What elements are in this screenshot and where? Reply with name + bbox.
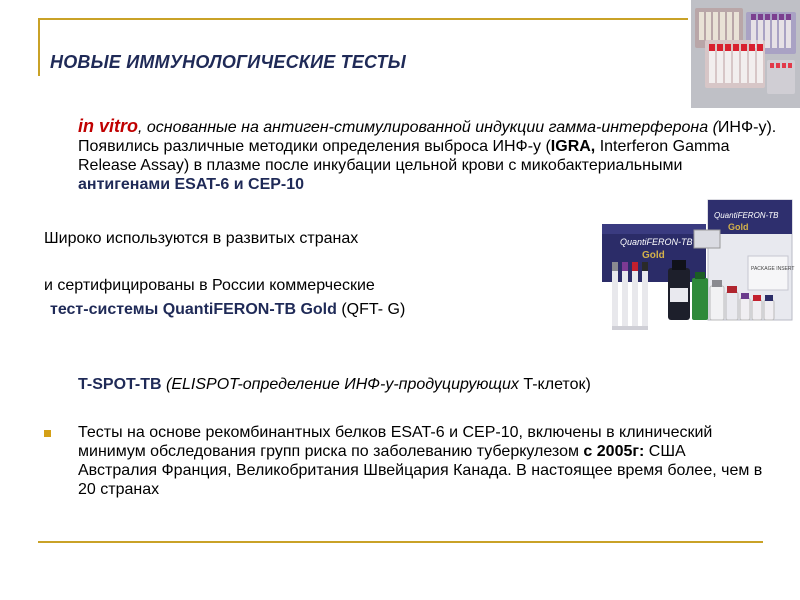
kit-illustration bbox=[598, 196, 798, 346]
tspot-label: T-SPOT-TB bbox=[78, 376, 162, 393]
bullet-year: с 2005г: bbox=[583, 443, 645, 460]
qft-suffix: (QFT- G) bbox=[336, 301, 406, 318]
italic-part: , основанные на антиген-стимулированной индукции гамма-интерферона ( bbox=[138, 119, 718, 136]
frame-left-rule bbox=[38, 18, 40, 76]
bullet-square-icon bbox=[44, 430, 51, 437]
line-widely-used: Широко используются в развитых странах bbox=[44, 230, 359, 247]
quantiferon-label: тест-системы QuantiFERON-TB Gold bbox=[50, 301, 337, 318]
quantiferon-kit-photo bbox=[598, 196, 798, 346]
line-test-systems bbox=[50, 301, 405, 319]
tspot-middle: (ELISPOT-определение ИНФ-у-продуцирующих bbox=[161, 376, 524, 393]
tube-racks-photo bbox=[691, 0, 800, 108]
bullet-countries bbox=[78, 423, 768, 499]
tube-racks-illustration bbox=[691, 0, 800, 108]
line-certified: и сертифицированы в России коммерческие bbox=[44, 277, 375, 294]
in-vitro-lead: in vitro bbox=[78, 116, 139, 136]
bottom-rule bbox=[38, 541, 763, 543]
bullet-part-1: Тесты на основе рекомбинантных белков ESAT-6 и CEP-10, включены в клинический минимум обследования групп риска по заболеванию туберкулезом bbox=[78, 424, 713, 460]
tspot-suffix: T-клеток) bbox=[523, 376, 591, 393]
slide-title: НОВЫЕ ИММУНОЛОГИЧЕСКИЕ ТЕСТЫ bbox=[50, 52, 406, 72]
box2-sub-text: Gold bbox=[728, 222, 749, 232]
insert-text: PACKAGE INSERT bbox=[751, 266, 795, 272]
para-part-2: Interferon Gamma Release Assay) в плазме после инкубации цельной крови с микобактериальными bbox=[78, 138, 730, 174]
frame-top-rule bbox=[38, 18, 688, 20]
igra-term: IGRA, bbox=[550, 138, 596, 155]
line-tspot bbox=[78, 376, 591, 394]
box2-brand-text: QuantiFERON-TB bbox=[714, 211, 779, 220]
box-brand-text: QuantiFERON-TB bbox=[620, 237, 693, 247]
bullet-part-2: США Австралия Франция, Великобритания Швейцария Канада. В настоящее время более, чем в 20 странах bbox=[78, 443, 763, 498]
box-sub-text: Gold bbox=[642, 250, 665, 261]
para-part-1: ИНФ-у). Появились различные методики определения выброса ИНФ-у ( bbox=[78, 119, 777, 155]
antigens-term: антигенами ESAT-6 и CEP-10 bbox=[78, 176, 305, 193]
intro-paragraph bbox=[78, 117, 778, 194]
